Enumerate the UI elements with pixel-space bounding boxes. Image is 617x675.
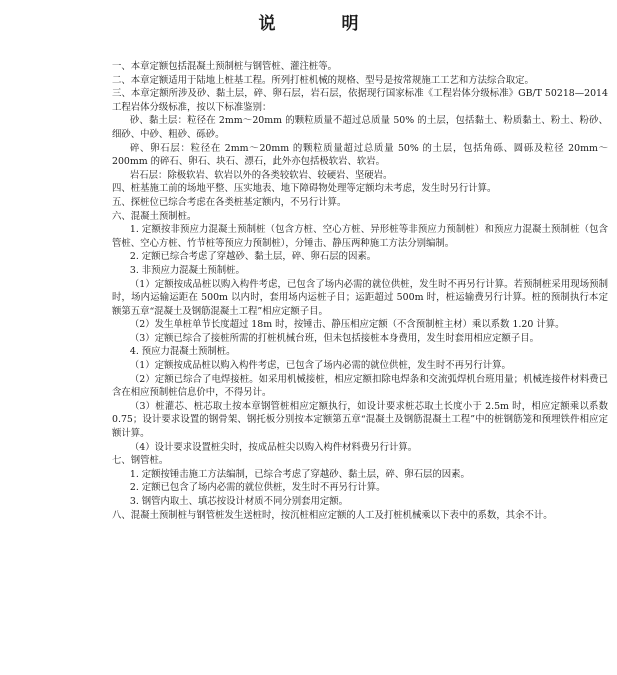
paragraph-25: 八、混凝土预制桩与钢管桩发生送桩时，按沉桩相应定额的人工及打桩机械乘以下表中的系数，其余不计。 [112,509,553,521]
paragraph-12: 3. 非预应力混凝土预制桩。 [129,264,245,276]
paragraph-16: 4. 预应力混凝土预制桩。 [129,346,236,358]
paragraph-19: （3）桩灌芯、桩芯取土按本章钢管桩相应定额执行，如设计要求桩芯取土长度小于 2.5m 时，相应定额乘以系数 0.75；设计要求设置的钢骨架、钢托板分别按本定额第五章“混凝土及钢筋混凝土工程”中的桩钢筋笼和预埋铁件相应定额计算。 [112,400,608,440]
paragraph-17: （1）定额按成品桩以购入构件考虑，已包含了场内必需的就位供桩，发生时不再另行计算。 [129,360,511,372]
paragraph-6: 岩石层：除极软岩、软岩以外的各类较软岩、较硬岩、坚硬岩。 [129,169,393,181]
explanation-body [112,60,608,522]
paragraph-22: 1. 定额按锤击施工方法编制，已综合考虑了穿越砂、黏土层，碎、卵石层的因素。 [129,468,470,480]
paragraph-4: 砂、黏土层：粒径在 2mm～20mm 的颗粒质量不超过总质量 50% 的土层，包括黏土、粉质黏土、粉土、粉砂、细砂、中砂、粗砂、砾砂。 [112,115,608,140]
paragraph-14: （2）发生单桩单节长度超过 18m 时，按锤击、静压相应定额（不含预制桩主材）乘以系数 1.20 计算。 [129,319,565,331]
paragraph-24: 3. 钢管内取土、填芯按设计材质不同分别套用定额。 [129,496,349,507]
paragraph-10: 1. 定额按非预应力混凝土预制桩（包含方桩、空心方桩、异形桩等非预应力预制桩）和预应力混凝土预制桩（包含管桩、空心方桩、竹节桩等预应力预制桩），分锤击、静压两种施工方法分别编制。 [112,224,608,249]
paragraph-5: 碎、卵石层：粒径在 2mm～20mm 的颗粒质量超过总质量 50% 的土层，包括角砾、圆砾及粒径 20mm～200mm 的碎石、卵石、块石、漂石，此外亦包括极软岩、软岩。 [112,142,608,168]
paragraph-23: 2. 定额已包含了场内必需的就位供桩，发生时不再另行计算。 [129,482,386,494]
paragraph-1: 一、本章定额包括混凝土预制桩与钢管桩、灌注桩等。 [112,61,338,72]
section-heading-7: 七、钢管桩。 [112,455,169,467]
paragraph-20: （4）设计要求设置桩尖时，按成品桩尖以购入构件材料费另行计算。 [129,441,418,453]
paragraph-18: （2）定额已综合了电焊接桩。如采用机械接桩，相应定额扣除电焊条和交流弧焊机台班用量；机械连接件材料费已含在相应预制桩信息价中，不得另计。 [112,373,608,399]
section-heading-6: 六、混凝土预制桩。 [112,210,197,222]
paragraph-11: 2. 定额已综合考虑了穿越砂、黏土层，碎、卵石层的因素。 [129,251,377,263]
paragraph-3: 三、本章定额所涉及砂、黏土层，碎、卵石层，岩石层，依据现行国家标准《工程岩体分级标准》GB/T 50218—2014 工程岩体分级标准，按以下标准鉴别： [112,88,608,113]
page-title: 说 明 [258,14,389,34]
paragraph-15: （3）定额已综合了接桩所需的打桩机械台班，但未包括接桩本身费用，发生时套用相应定额子目。 [129,332,539,344]
paragraph-7: 四、桩基施工前的场地平整、压实地表、地下障碍物处理等定额均未考虑，发生时另行计算。 [112,183,497,195]
paragraph-2: 二、本章定额适用于陆地上桩基工程。所列打桩机械的规格、型号是按常规施工工艺和方法综合取定。 [112,74,534,86]
paragraph-8: 五、探桩位已综合考虑在各类桩基定额内，不另行计算。 [112,196,347,208]
paragraph-13: （1）定额按成品桩以购入构件考虑，已包含了场内必需的就位供桩，发生时不再另行计算。若预制桩采用现场预制时，场内运输运距在 500m 以内时，套用场内运桩子目；运距超过 500m 时，桩运输费另行计算。桩的预制执行本定额第五章“混凝土及钢筋混凝土工程”相应定额子目。 [112,278,608,317]
